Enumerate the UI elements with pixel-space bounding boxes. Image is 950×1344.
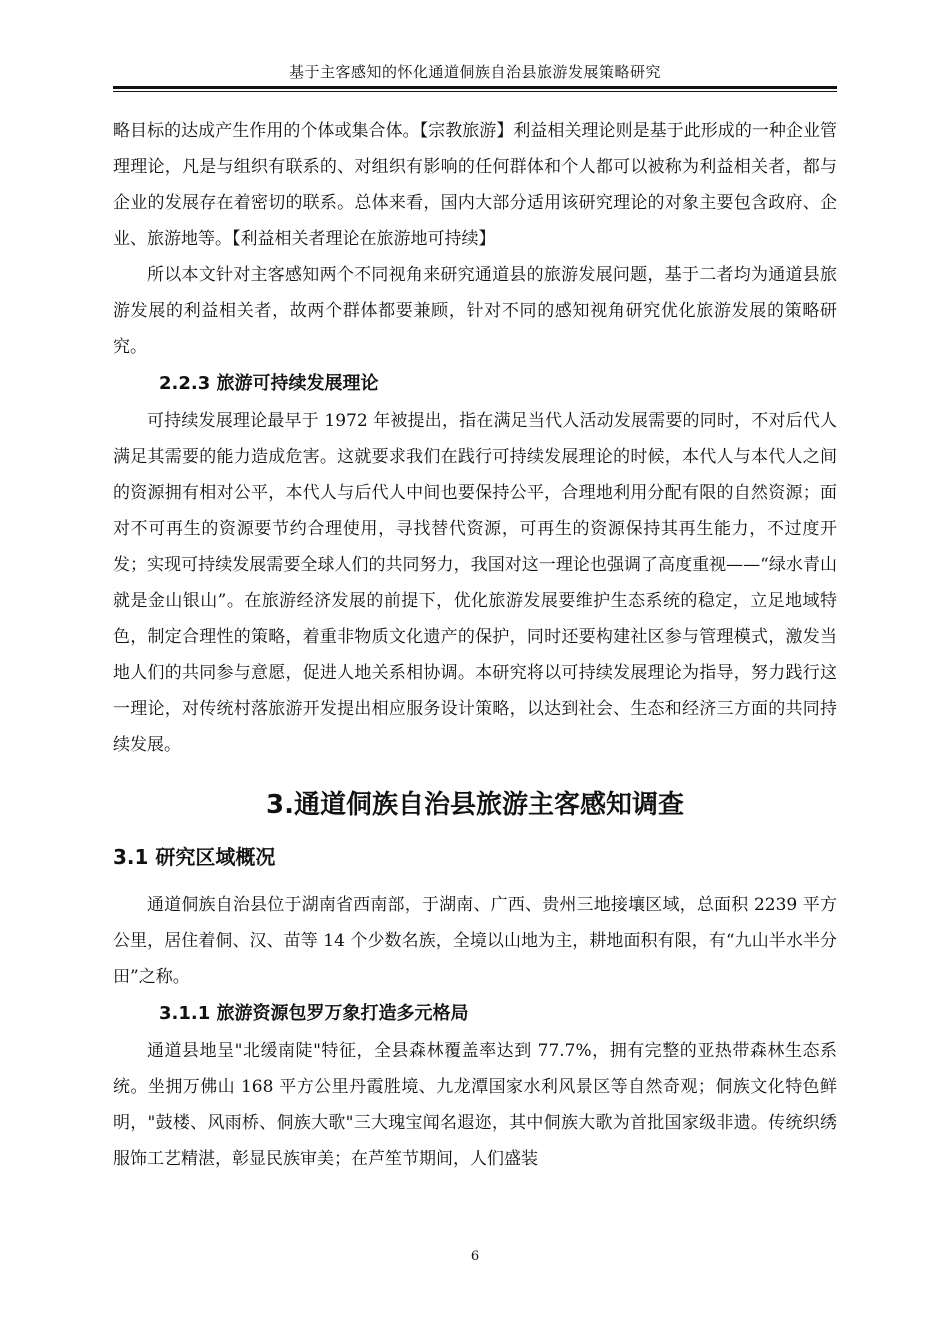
page-number: 6 <box>470 1249 480 1264</box>
paragraph-host-guest-perspective: 所以本文针对主客感知两个不同视角来研究通道县的旅游发展问题，基于二者均为通道县旅游发展的利益相关者，故两个群体都要兼顾，针对不同的感知视角研究优化旅游发展的策略研究。 <box>113 265 837 357</box>
paragraph-sustainable-development: 可持续发展理论最早于 1972 年被提出，指在满足当代人活动发展需要的同时，不对后代人满足其需要的能力造成危害。这就要求我们在践行可持续发展理论的时候，本代人与本代人之间的资源拥有相对公平，本代人与后代人中间也要保持公平，合理地利用分配有限的自然资源；面对不可再生的资源要节约合理使用，寻找替代资源，可再生的资源保持其再生能力，不过度开发；实现可持续发展需要全球人们的共同努力，我国对这一理论也强调了高度重视——“绿水青山就是金山银山”。在旅游经济发展的前提下，优化旅游发展要维护生态系统的稳定，立足地域特色，制定合理性的策略，着重非物质文化遗产的保护，同时还要构建社区参与管理模式，激发当地人们的共同参与意愿，促进人地关系相协调。本研究将以可持续发展理论为指导，努力践行这一理论，对传统村落旅游开发提出相应服务设计策略，以达到社会、生态和经济三方面的共同持续发展。 <box>113 411 837 755</box>
header-rule-thin <box>113 91 837 92</box>
running-header: 基于主客感知的怀化通道侗族自治县旅游发展策略研究 <box>288 63 661 81</box>
chapter-3-title: 3.通道侗族自治县旅游主客感知调查 <box>266 790 684 820</box>
paragraph-tourism-resources: 通道县地呈"北缓南陡"特征，全县森林覆盖率达到 77.7%，拥有完整的亚热带森林生态系统。坐拥万佛山 168 平方公里丹霞胜境、九龙潭国家水利风景区等自然奇观；侗族文化特色鲜明，"鼓楼、风雨桥、侗族大歌"三大瑰宝闻名遐迩，其中侗族大歌为首批国家级非遗。传统织绣服饰工艺精湛，彰显民族审美；在芦笙节期间，人们盛装 <box>113 1041 837 1169</box>
header-rule <box>113 86 837 89</box>
paragraph-stakeholder-theory: 略目标的达成产生作用的个体或集合体。【宗教旅游】利益相关理论则是基于此形成的一种企业管理理论，凡是与组织有联系的、对组织有影响的任何群体和个人都可以被称为利益相关者，都与企业的发展存在着密切的联系。总体来看，国内大部分适用该研究理论的对象主要包含政府、企业、旅游地等。【利益相关者理论在旅游地可持续】 <box>113 121 837 249</box>
paragraph-region-overview: 通道侗族自治县位于湖南省西南部，于湖南、广西、贵州三地接壤区域，总面积 2239 平方公里，居住着侗、汉、苗等 14 个少数名族，全境以山地为主，耕地面积有限，有“九山半水半分田”之称。 <box>113 895 837 987</box>
heading-2-2-3: 2.2.3 旅游可持续发展理论 <box>159 373 379 394</box>
heading-3-1: 3.1 研究区域概况 <box>113 845 276 869</box>
page-body <box>113 113 837 1177</box>
heading-3-1-1: 3.1.1 旅游资源包罗万象打造多元格局 <box>159 1003 469 1024</box>
